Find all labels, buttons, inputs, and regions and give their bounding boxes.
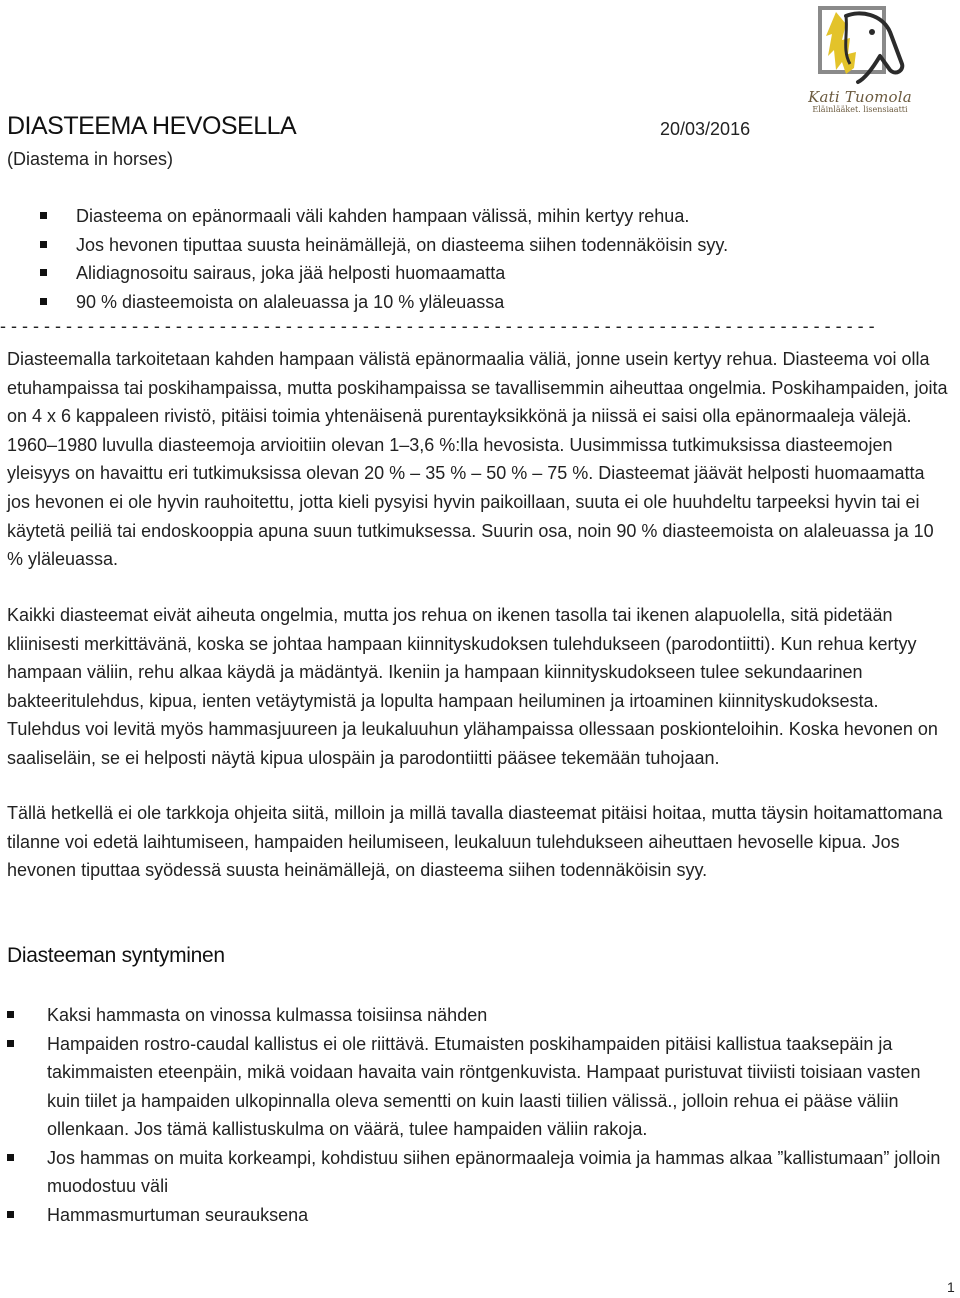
page-subtitle: (Diastema in horses) xyxy=(7,149,174,169)
list-item-text: Alidiagnosoitu sairaus, joka jää helposti huomaamatta xyxy=(76,263,506,283)
causes-list xyxy=(0,1001,952,1229)
document-date: 20/03/2016 xyxy=(660,119,751,139)
list-item xyxy=(0,259,728,288)
section-heading: Diasteeman syntyminen xyxy=(7,944,225,967)
list-item-text: Hammasmurtuman seurauksena xyxy=(47,1204,309,1225)
list-item xyxy=(0,231,728,260)
list-item-text: Jos hevonen tiputtaa suusta heinämällejä, on diasteema siihen todennäköisin syy. xyxy=(76,234,729,255)
bullet-square-icon xyxy=(7,1154,14,1161)
paragraph: Tällä hetkellä ei ole tarkkoja ohjeita siitä, milloin ja millä tavalla diasteemat pitäisi hoitaa, mutta täysin hoitamattomana tilanne voi edetä laihtumiseen, hampaiden heilumiseen, leukaluun tulehdukseen aiheuttaen hevoselle kipua. Jos hevonen tiputtaa syödessä suusta heinämällejä, on diasteema siihen todennäköisin syy. xyxy=(7,803,943,881)
page-title: DIASTEEMA HEVOSELLA xyxy=(7,112,297,140)
list-item-text: 90 % diasteemoista on alaleuassa ja 10 % yläleuassa xyxy=(76,291,505,312)
paragraph: Diasteemalla tarkoitetaan kahden hampaan välistä epänormaalia väliä, jonne usein kertyy rehua. Diasteema voi olla etuhampaissa tai poskihampaissa, mutta poskihampaissa se tavallisemmin aiheuttaa ongelmia. Poskihampaiden, joita on 4 x 6 kappaleen rivistö, pitäisi toimia yhtenäisenä purentayksikkönä ja niissä ei saisi olla epänormaaleja välejä. 1960–1980 luvulla diasteemoja arvioitiin olevan 1–3,6 %:lla hevosista. Uusimmissa tutkimuksissa diasteemojen yleisyys on havaittu eri tutkimuksissa olevan 20 % – 35 % – 50 % – 75 %. Diasteemat jäävät helposti huomaamatta jos hevonen ei ole hyvin rauhoitettu, jotta kieli pysyisi hyvin paikoillaan, suuta ei ole huuhdeltu tarpeeksi hyvin tai ei käytetä peiliä tai endoskooppia apuna suun tutkimuksessa. Suurin osa, noin 90 % diasteemoista on alaleuassa ja 10 % yläleuassa. xyxy=(7,349,948,570)
list-item-text: Hampaiden rostro-caudal kallistus ei ole riittävä. Etumaisten poskihampaiden pitäisi kallistua taaksepäin ja takimmaisten eteenpäin, mikä voidaan havaita vain röntgenkuvista. Hampaat puristuvat tiiviisti toisiaan vasten kuin tiilet ja hampaiden ulkopinnalla oleva sementti on kuin laasti tiilien välissä., jolloin rehua ei pääse väliin ollenkaan. Jos tämä kallistuskulma on väärä, tulee hampaiden väliin rakoja. xyxy=(47,1033,921,1139)
bullet-square-icon xyxy=(7,1011,14,1018)
paragraph: Kaikki diasteemat eivät aiheuta ongelmia, mutta jos rehua on ikenen tasolla tai ikenen alapuolella, sitä pidetään kliinisesti merkittävänä, koska se johtaa hampaan kiinnityskudoksen tulehdukseen (parodontiitti). Kun rehua kertyy hampaan väliin, rehu alkaa käydä ja mädäntyä. Ikeniin ja hampaan kiinnityskudokseen tulee sekundaarinen bakteeritulehdus, kipua, ienten vetäytymistä ja lopulta hampaan heiluminen ja irtoaminen kiinnityskudoksesta. Tulehdus voi levitä myös hammasjuureen ja leukaluuhun ylähampaissa ollessaan poskionteloihin. Koska hevonen on saaliseläin, se ei helposti näytä kipua ulospäin ja parodontiitti pääsee tekemään tuhojaan. xyxy=(7,605,938,768)
horse-logo-icon xyxy=(806,4,914,88)
bullet-square-icon xyxy=(40,269,47,276)
bullet-square-icon xyxy=(7,1211,14,1218)
logo-name: Kati Tuomola xyxy=(808,88,912,106)
summary-list xyxy=(0,202,728,316)
logo-subtitle: Eläinlääket. lisensiaatti xyxy=(812,105,908,114)
bullet-square-icon xyxy=(7,1040,14,1047)
bullet-square-icon xyxy=(40,298,47,305)
list-item-text: Jos hammas on muita korkeampi, kohdistuu siihen epänormaaleja voimia ja hammas alkaa ”kallistumaan” jolloin muodostuu väli xyxy=(47,1147,941,1196)
list-item xyxy=(0,1144,952,1201)
dashed-separator: - - - - - - - - - - - - - - - - - - - - - - - - - - - - - - - - - - - - - - - - - - - - - - - - - - - - - - - - - - - - - - - - - - - - - - - - - - - - - - - - xyxy=(0,316,875,336)
list-item-text: Diasteema on epänormaali väli kahden hampaan välissä, mihin kertyy rehua. xyxy=(76,206,690,226)
bullet-square-icon xyxy=(40,212,47,219)
logo xyxy=(806,4,914,116)
list-item xyxy=(0,1201,952,1230)
bullet-square-icon xyxy=(40,241,47,248)
list-item xyxy=(0,1030,952,1144)
page-number: 1 xyxy=(947,1279,955,1295)
list-item xyxy=(0,202,728,231)
list-item-text: Kaksi hammasta on vinossa kulmassa toisiinsa nähden xyxy=(47,1005,488,1025)
list-item xyxy=(0,288,728,317)
list-item xyxy=(0,1001,952,1030)
